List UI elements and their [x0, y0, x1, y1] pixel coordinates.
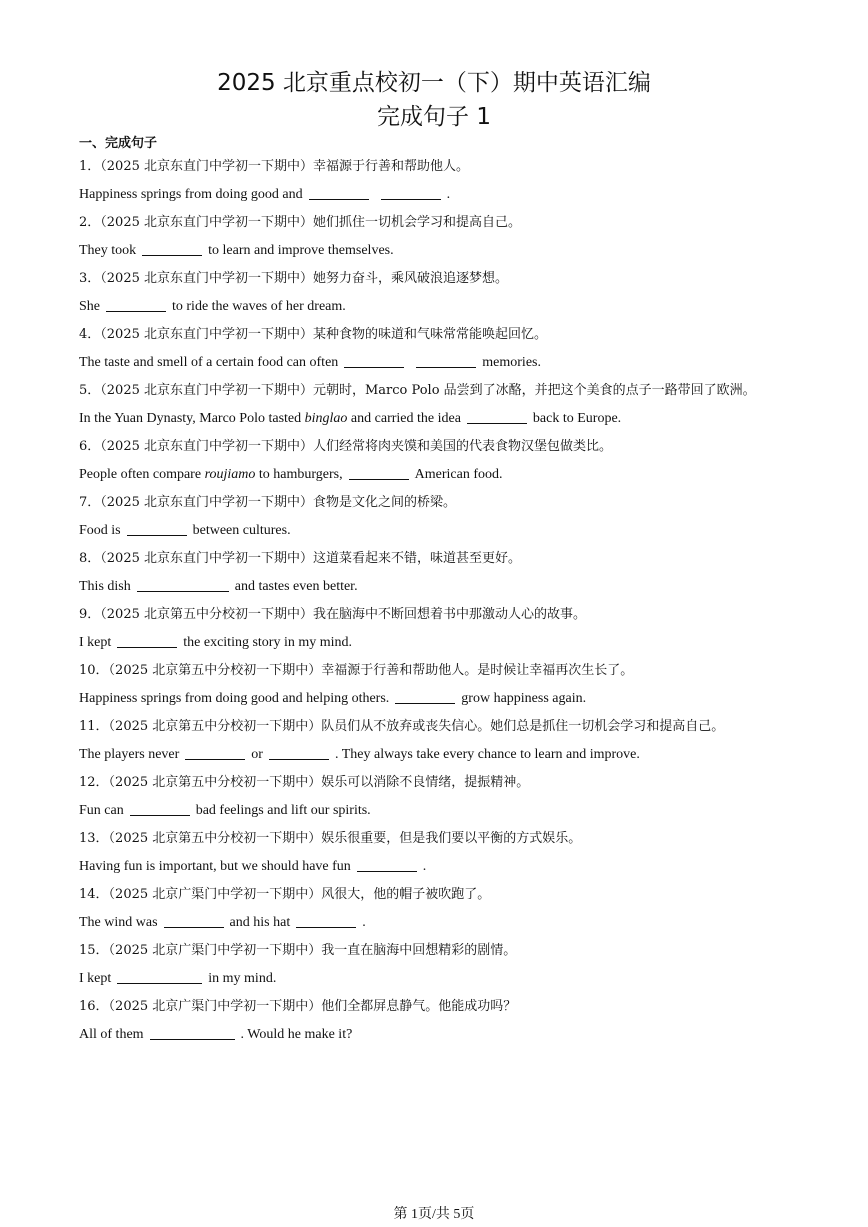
answer-text: to ride the waves of her dream.: [172, 299, 346, 314]
answer-blank[interactable]: [357, 855, 417, 872]
answer-blank[interactable]: [127, 519, 187, 536]
answer-text: and tastes even better.: [234, 579, 358, 594]
answer-text: and carried the idea: [347, 411, 461, 426]
answer-text: bad feelings and lift our spirits.: [195, 803, 371, 818]
question-list: [79, 153, 794, 1049]
answer-blank[interactable]: [395, 687, 455, 704]
answer-blank[interactable]: [106, 295, 166, 312]
answer-line: [79, 293, 794, 321]
answer-blank[interactable]: [344, 351, 404, 368]
answer-text: The wind was: [79, 915, 158, 930]
answer-text: between cultures.: [192, 523, 291, 538]
question-item: [79, 993, 794, 1049]
question-prompt: 10．（2025 北京第五中分校初一下期中）幸福源于行善和帮助他人。是时候让幸福再次生长了。: [79, 663, 634, 678]
question-item: [79, 713, 794, 769]
answer-text: .: [446, 187, 451, 202]
answer-text: . Would he make it?: [240, 1027, 353, 1042]
answer-blank[interactable]: [296, 911, 356, 928]
question-prompt: 2．（2025 北京东直门中学初一下期中）她们抓住一切机会学习和提高自己。: [79, 215, 521, 230]
answer-text: .: [422, 859, 427, 874]
answer-blank[interactable]: [381, 183, 441, 200]
answer-line: [79, 629, 794, 657]
answer-text: and his hat: [229, 915, 291, 930]
answer-text: People often compare: [79, 467, 205, 482]
question-prompt: 13．（2025 北京第五中分校初一下期中）娱乐很重要，但是我们要以平衡的方式娱乐。: [79, 831, 582, 846]
answer-blank[interactable]: [117, 631, 177, 648]
question-item: [79, 545, 794, 601]
answer-line: [79, 181, 794, 209]
answer-line: [79, 405, 794, 433]
question-item: [79, 209, 794, 265]
answer-text: All of them: [79, 1027, 144, 1042]
answer-text: the exciting story in my mind.: [183, 635, 353, 650]
answer-text: memories.: [482, 355, 541, 370]
question-prompt: 12．（2025 北京第五中分校初一下期中）娱乐可以消除不良情绪，提振精神。: [79, 775, 530, 790]
answer-line: [79, 237, 794, 265]
answer-blank[interactable]: [416, 351, 476, 368]
answer-text: They took: [79, 243, 137, 258]
question-prompt: 7．（2025 北京东直门中学初一下期中）食物是文化之间的桥梁。: [79, 495, 456, 510]
answer-text: grow happiness again.: [461, 691, 587, 706]
question-item: [79, 377, 794, 433]
answer-text: Happiness springs from doing good and helping others.: [79, 691, 390, 706]
question-prompt: 6．（2025 北京东直门中学初一下期中）人们经常将肉夹馍和美国的代表食物汉堡包做类比。: [79, 439, 612, 454]
answer-line: [79, 461, 794, 489]
question-item: [79, 601, 794, 657]
question-item: [79, 265, 794, 321]
question-prompt: 1．（2025 北京东直门中学初一下期中）幸福源于行善和帮助他人。: [79, 159, 469, 174]
question-item: [79, 433, 794, 489]
page-subtitle: 完成句子 1: [377, 104, 491, 130]
section-heading: 一、完成句子: [79, 136, 158, 151]
answer-text: The taste and smell of a certain food can often: [79, 355, 339, 370]
question-prompt: 8．（2025 北京东直门中学初一下期中）这道菜看起来不错，味道甚至更好。: [79, 551, 521, 566]
answer-text: . They always take every chance to learn and improve.: [334, 747, 640, 762]
question-item: [79, 321, 794, 377]
answer-line: [79, 965, 794, 993]
answer-blank[interactable]: [137, 575, 229, 592]
answer-blank[interactable]: [164, 911, 224, 928]
question-prompt: 5．（2025 北京东直门中学初一下期中）元朝时，Marco Polo 品尝到了冰酪，并把这个美食的点子一路带回了欧洲。: [79, 383, 756, 398]
answer-text: The players never: [79, 747, 180, 762]
answer-blank[interactable]: [150, 1023, 235, 1040]
question-prompt: 11．（2025 北京第五中分校初一下期中）队员们从不放弃或丧失信心。她们总是抓住一切机会学习和提高自己。: [79, 719, 725, 734]
question-item: [79, 881, 794, 937]
answer-line: [79, 909, 794, 937]
answer-text: Having fun is important, but we should have fun: [79, 859, 351, 874]
question-item: [79, 937, 794, 993]
question-item: [79, 657, 794, 713]
answer-line: [79, 517, 794, 545]
answer-text: in my mind.: [208, 971, 277, 986]
answer-blank[interactable]: [467, 407, 527, 424]
answer-blank[interactable]: [185, 743, 245, 760]
answer-blank[interactable]: [130, 799, 190, 816]
answer-line: [79, 853, 794, 881]
answer-line: [79, 1021, 794, 1049]
answer-text: to learn and improve themselves.: [208, 243, 394, 258]
answer-line: [79, 685, 794, 713]
answer-line: [79, 741, 794, 769]
answer-line: [79, 349, 794, 377]
question-prompt: 15．（2025 北京广渠门中学初一下期中）我一直在脑海中回想精彩的剧情。: [79, 943, 517, 958]
answer-text: to hamburgers,: [255, 467, 343, 482]
answer-blank[interactable]: [117, 967, 202, 984]
question-item: [79, 489, 794, 545]
answer-blank[interactable]: [269, 743, 329, 760]
answer-text: Happiness springs from doing good and: [79, 187, 303, 202]
page-title: 2025 北京重点校初一（下）期中英语汇编: [217, 70, 651, 96]
question-prompt: 16．（2025 北京广渠门中学初一下期中）他们全都屏息静气。他能成功吗？: [79, 999, 517, 1014]
answer-text: She: [79, 299, 100, 314]
question-prompt: 14．（2025 北京广渠门中学初一下期中）风很大，他的帽子被吹跑了。: [79, 887, 491, 902]
answer-text: This dish: [79, 579, 131, 594]
answer-text: Food is: [79, 523, 121, 538]
question-item: [79, 825, 794, 881]
answer-text: I kept: [79, 635, 112, 650]
answer-line: [79, 797, 794, 825]
question-prompt: 4．（2025 北京东直门中学初一下期中）某种食物的味道和气味常常能唤起回忆。: [79, 327, 547, 342]
question-prompt: 3．（2025 北京东直门中学初一下期中）她努力奋斗，乘风破浪追逐梦想。: [79, 271, 508, 286]
answer-text: In the Yuan Dynasty, Marco Polo tasted: [79, 411, 305, 426]
question-item: [79, 769, 794, 825]
answer-text: back to Europe.: [532, 411, 622, 426]
answer-text: Fun can: [79, 803, 124, 818]
page-footer: 第 1页/共 5页: [393, 1207, 475, 1222]
answer-text: .: [362, 915, 366, 930]
answer-line: [79, 573, 794, 601]
answer-text: I kept: [79, 971, 112, 986]
answer-italic-term: roujiamo: [204, 467, 256, 482]
answer-italic-term: binglao: [304, 411, 348, 426]
question-prompt: 9．（2025 北京第五中分校初一下期中）我在脑海中不断回想着书中那激动人心的故事。: [79, 607, 586, 622]
question-item: [79, 153, 794, 209]
answer-blank[interactable]: [349, 463, 409, 480]
answer-blank[interactable]: [142, 239, 202, 256]
answer-text: or: [251, 747, 263, 762]
answer-blank[interactable]: [309, 183, 369, 200]
answer-text: American food.: [414, 467, 503, 482]
